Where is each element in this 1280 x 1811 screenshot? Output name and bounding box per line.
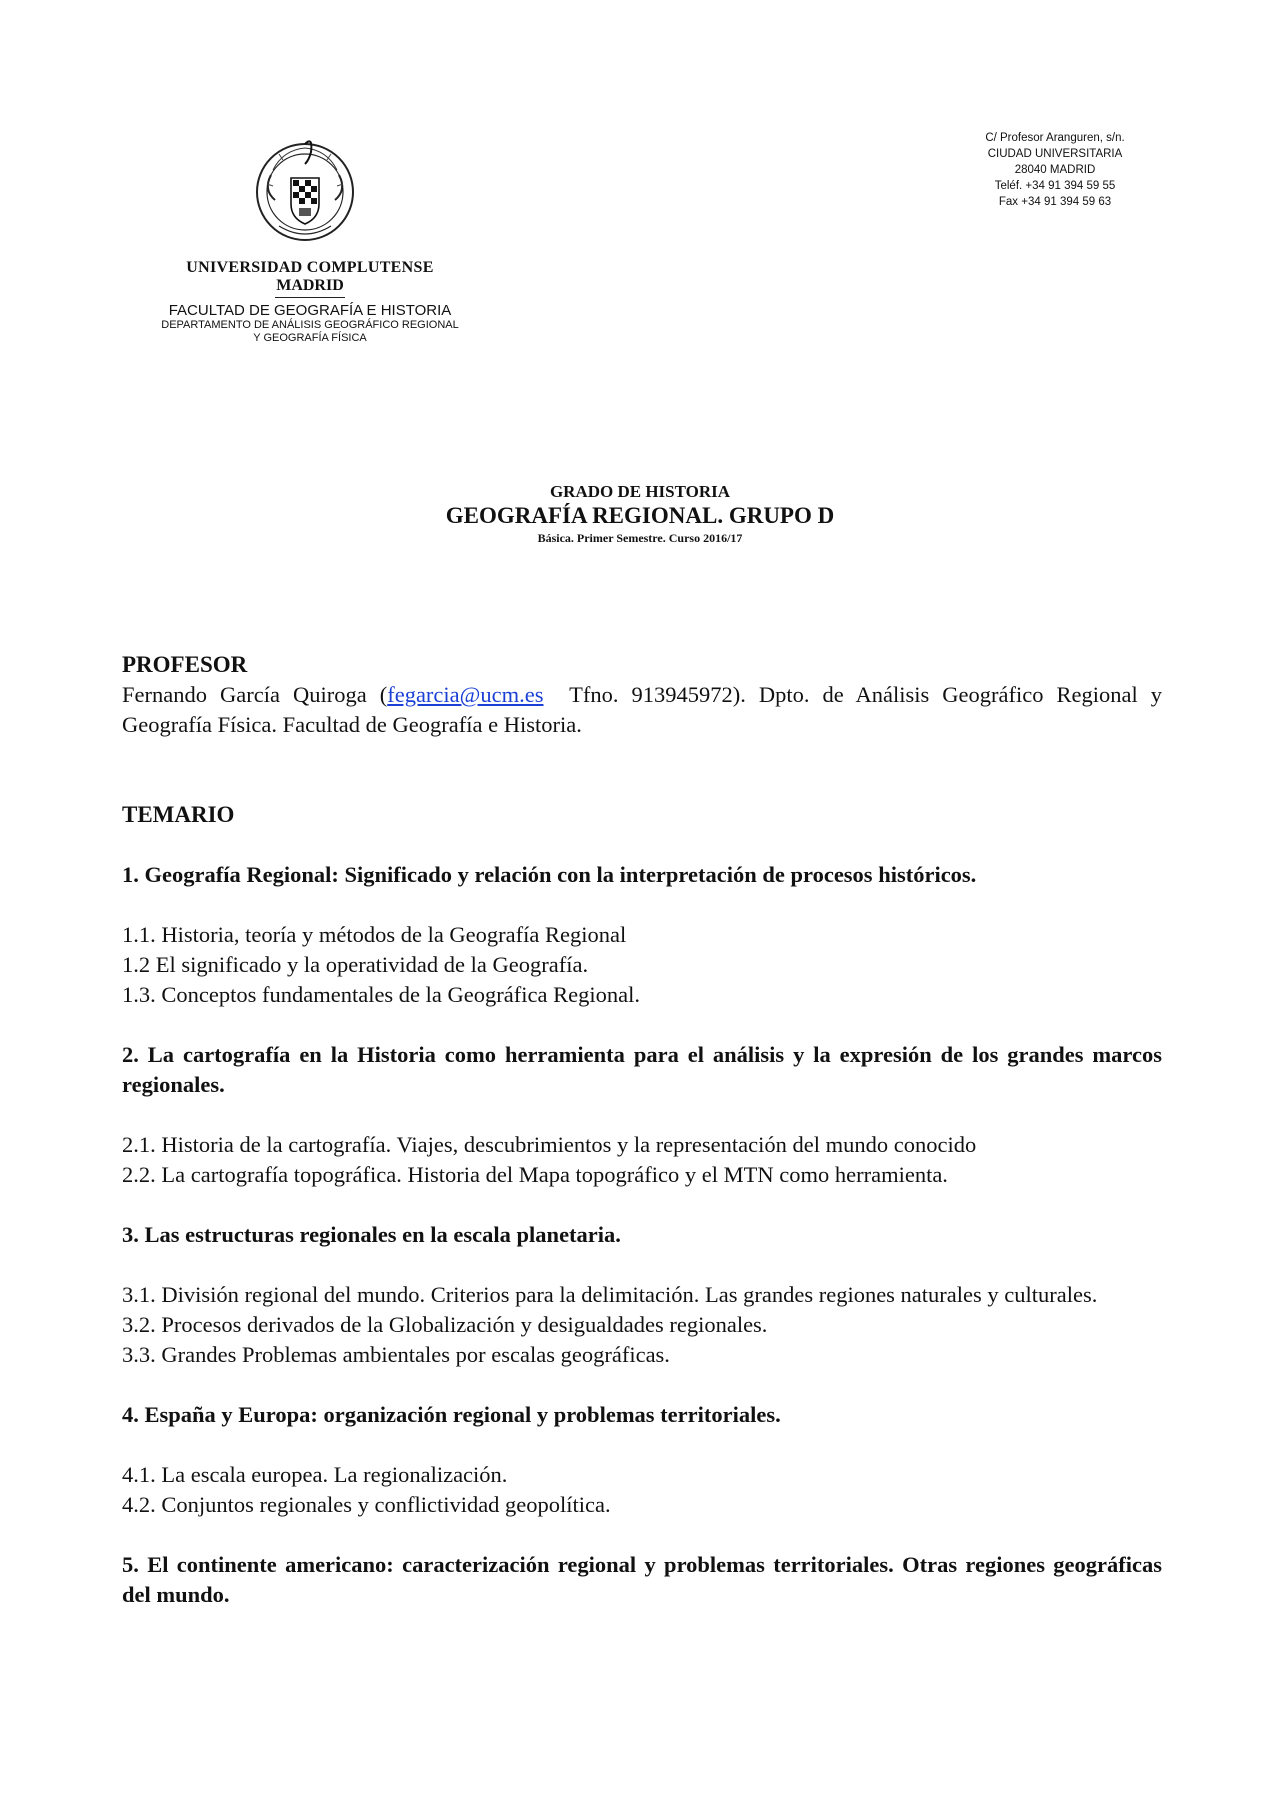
address-postal: 28040 MADRID xyxy=(1014,164,1096,176)
temario-heading: TEMARIO xyxy=(122,802,235,827)
document-body xyxy=(122,650,1168,1610)
section-1-title: 1. Geografía Regional: Significado y relación con la interpretación de procesos históricos. xyxy=(122,862,977,887)
institution-divider xyxy=(275,297,345,298)
spacer xyxy=(122,1250,1162,1280)
spacer xyxy=(122,1430,1162,1460)
spacer xyxy=(122,1370,1162,1400)
spacer xyxy=(122,830,1162,860)
course-subtitle: Básica. Primer Semestre. Curso 2016/17 xyxy=(537,531,743,545)
section-3-item-2: 3.2. Procesos derivados de la Globalización y desigualdades regionales. xyxy=(122,1312,768,1337)
section-2-title: 2. La cartografía en la Historia como herramienta para el análisis y la expresión de los grandes marcos regionales. xyxy=(122,1042,1162,1097)
address-street: C/ Profesor Aranguren, s/n. xyxy=(985,132,1125,144)
profesor-name: Fernando García Quiroga ( xyxy=(122,682,388,707)
degree-name: GRADO DE HISTORIA xyxy=(549,482,731,501)
institution-block xyxy=(120,258,500,345)
profesor-heading: PROFESOR xyxy=(122,652,248,677)
address-fax: Fax +34 91 394 59 63 xyxy=(998,196,1112,208)
faculty-name: FACULTAD DE GEOGRAFÍA E HISTORIA xyxy=(168,302,452,319)
department-line-2: Y GEOGRAFÍA FÍSICA xyxy=(253,332,367,344)
address-phone: Teléf. +34 91 394 59 55 xyxy=(994,180,1116,192)
section-4-item-1: 4.1. La escala europea. La regionalización. xyxy=(122,1462,508,1487)
section-4-item-2: 4.2. Conjuntos regionales y conflictividad geopolítica. xyxy=(122,1492,611,1517)
section-2-item-2: 2.2. La cartografía topográfica. Historia del Mapa topográfico y el MTN como herramienta. xyxy=(122,1162,948,1187)
profesor-email-link[interactable]: fegarcia@ucm.es xyxy=(387,682,544,707)
university-seal-icon xyxy=(253,130,357,254)
section-1-item-3: 1.3. Conceptos fundamentales de la Geográfica Regional. xyxy=(122,982,640,1007)
section-5-title: 5. El continente americano: caracterización regional y problemas territoriales. Otras regiones geográficas del mundo. xyxy=(122,1552,1162,1607)
profesor-info xyxy=(122,680,1168,740)
section-2-item-1: 2.1. Historia de la cartografía. Viajes, descubrimientos y la representación del mundo conocido xyxy=(122,1132,977,1157)
course-title: GEOGRAFÍA REGIONAL. GRUPO D xyxy=(445,503,835,528)
address-block xyxy=(950,130,1160,210)
spacer xyxy=(122,740,1162,800)
department-line-1: DEPARTAMENTO DE ANÁLISIS GEOGRÁFICO REGIONAL xyxy=(161,319,459,331)
address-campus: CIUDAD UNIVERSITARIA xyxy=(987,148,1123,160)
spacer xyxy=(122,1100,1162,1130)
spacer xyxy=(122,1010,1162,1040)
section-4-title: 4. España y Europa: organización regional y problemas territoriales. xyxy=(122,1402,781,1427)
university-city: MADRID xyxy=(276,277,344,294)
section-1-item-2: 1.2 El significado y la operatividad de la Geografía. xyxy=(122,952,589,977)
section-3-title: 3. Las estructuras regionales en la escala planetaria. xyxy=(122,1222,621,1247)
spacer xyxy=(122,1520,1162,1550)
section-3-item-1: 3.1. División regional del mundo. Criterios para la delimitación. Las grandes regiones naturales y culturales. xyxy=(122,1282,1098,1307)
section-1-item-1: 1.1. Historia, teoría y métodos de la Geografía Regional xyxy=(122,922,627,947)
profesor-details: Tfno. 913945972). Dpto. de Análisis Geográfico Regional y Geografía Física. Facultad de Geografía e Historia. xyxy=(122,682,1168,737)
course-title-block xyxy=(0,482,1280,546)
spacer xyxy=(122,890,1162,920)
spacer xyxy=(122,1190,1162,1220)
university-name: UNIVERSIDAD COMPLUTENSE xyxy=(186,259,434,276)
section-3-item-3: 3.3. Grandes Problemas ambientales por escalas geográficas. xyxy=(122,1342,670,1367)
university-seal xyxy=(253,130,357,254)
